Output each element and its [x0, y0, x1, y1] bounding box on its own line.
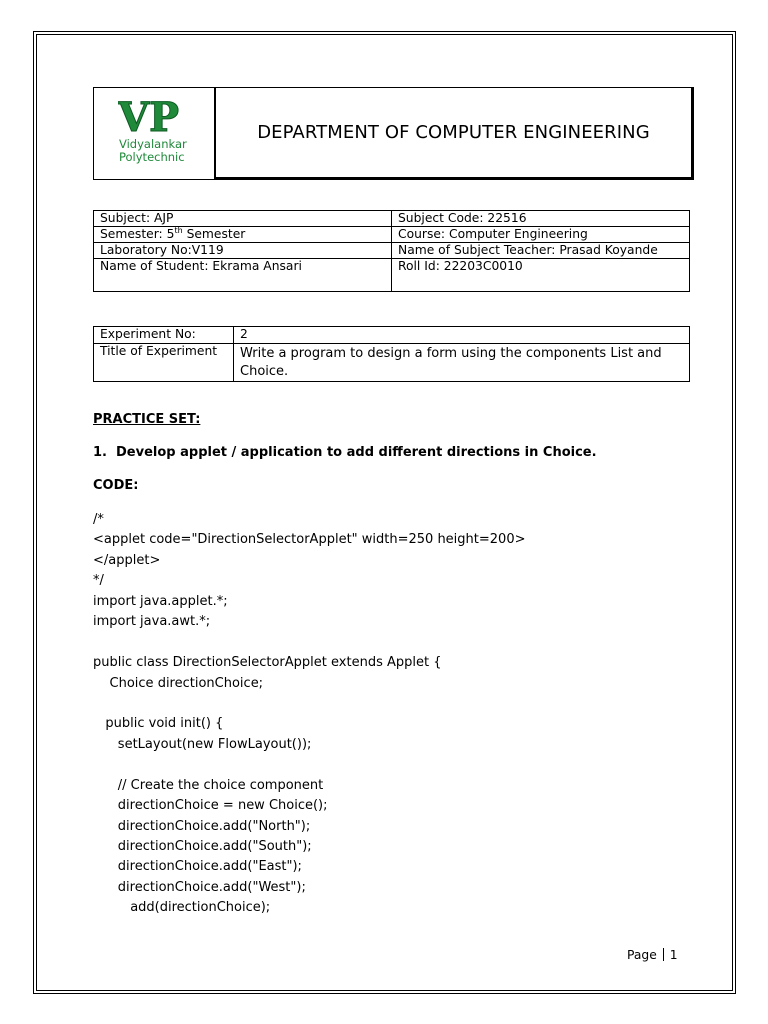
- logo-text: [119, 138, 187, 164]
- semester-suffix: Semester: [182, 227, 246, 241]
- semester-prefix: Semester: 5: [100, 227, 175, 241]
- table-row: [94, 243, 690, 259]
- code-line: directionChoice = new Choice();: [93, 798, 328, 814]
- code-line: directionChoice.add("South");: [93, 839, 312, 854]
- code-line: public class DirectionSelectorApplet extends Applet {: [93, 655, 442, 671]
- code-line: public void init() {: [93, 716, 224, 732]
- question-number: 1.: [93, 445, 107, 460]
- code-line: directionChoice.add("East");: [93, 859, 302, 875]
- code-line: Choice directionChoice;: [93, 675, 264, 691]
- laboratory-cell: Laboratory No:V119: [94, 243, 392, 259]
- code-block: [93, 510, 653, 919]
- code-line: <applet code="DirectionSelectorApplet" width=250 height=200>: [93, 532, 526, 548]
- experiment-no-value: 2: [234, 327, 690, 344]
- experiment-title-label: Title of Experiment: [94, 344, 234, 382]
- code-line: directionChoice.add("North");: [93, 818, 311, 834]
- code-line: [93, 633, 653, 653]
- logo-line-1: Vidyalankar: [119, 137, 187, 151]
- page-separator: [663, 948, 664, 961]
- document-header: [93, 87, 694, 180]
- experiment-table: [93, 326, 690, 382]
- code-line: [93, 755, 653, 775]
- course-cell: Course: Computer Engineering: [392, 227, 690, 243]
- code-line: import java.applet.*;: [93, 593, 228, 609]
- code-line: // Create the choice component: [93, 777, 324, 793]
- subject-info-table: [93, 210, 690, 292]
- code-line: [93, 694, 653, 714]
- code-line: setLayout(new FlowLayout());: [93, 736, 312, 752]
- logo-cell: [94, 88, 216, 179]
- code-line: */: [93, 573, 104, 589]
- table-row: [94, 211, 690, 227]
- subject-cell: Subject: AJP: [94, 211, 392, 227]
- code-line: directionChoice.add("West");: [93, 879, 306, 895]
- page-label: Page: [627, 948, 657, 962]
- table-row: [94, 259, 690, 292]
- teacher-cell: Name of Subject Teacher: Prasad Koyande: [392, 243, 690, 259]
- question-text: Develop applet / application to add different directions in Choice.: [116, 445, 597, 460]
- page-footer: [627, 948, 678, 962]
- roll-id-cell: Roll Id: 22203C0010: [392, 259, 690, 292]
- table-row: [94, 344, 690, 382]
- student-cell: Name of Student: Ekrama Ansari: [94, 259, 392, 292]
- table-row: [94, 227, 690, 243]
- experiment-title-value: Write a program to design a form using the components List and Choice.: [234, 344, 690, 382]
- code-line: /*: [93, 512, 104, 527]
- department-title: DEPARTMENT OF COMPUTER ENGINEERING: [216, 88, 693, 179]
- semester-cell: [94, 227, 392, 243]
- page-number: 1: [669, 948, 678, 962]
- experiment-no-label: Experiment No:: [94, 327, 234, 344]
- code-heading: CODE:: [93, 478, 139, 493]
- subject-code-cell: Subject Code: 22516: [392, 211, 690, 227]
- semester-superscript: th: [174, 225, 183, 235]
- code-line: import java.awt.*;: [93, 614, 211, 630]
- practice-set-heading: PRACTICE SET:: [93, 412, 201, 427]
- question-1: [93, 445, 597, 460]
- code-line: </applet>: [93, 552, 161, 568]
- code-line: add(directionChoice);: [93, 900, 271, 916]
- table-row: [94, 327, 690, 344]
- vp-logo-icon: [118, 98, 184, 136]
- svg-text:VP: VP: [118, 98, 180, 136]
- logo-line-2: Polytechnic: [119, 150, 185, 164]
